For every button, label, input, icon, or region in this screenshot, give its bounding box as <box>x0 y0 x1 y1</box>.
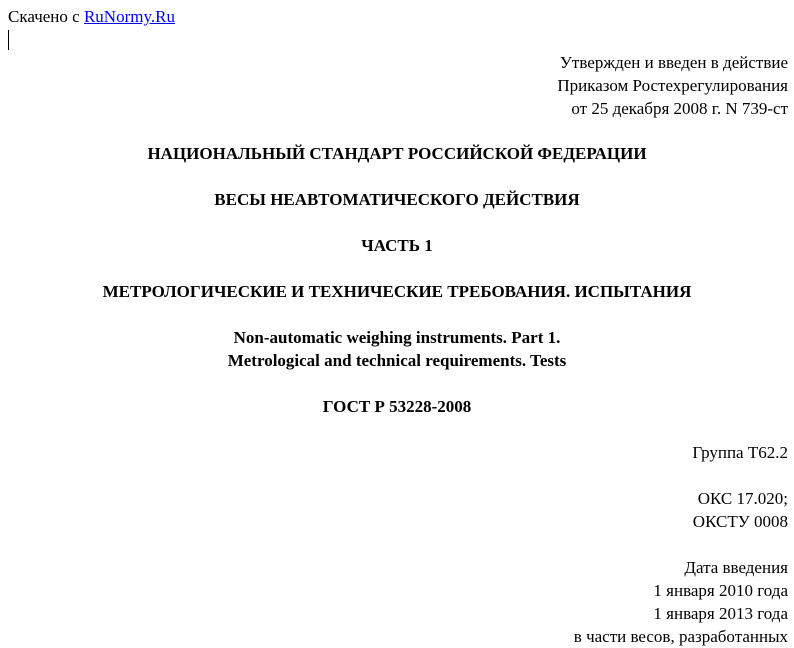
part-heading: ЧАСТЬ 1 <box>361 236 433 255</box>
download-source-prefix: Скачено с <box>8 7 84 26</box>
document-name-heading: ВЕСЫ НЕАВТОМАТИЧЕСКОГО ДЕЙСТВИЯ <box>214 190 580 209</box>
group-block <box>692 441 788 464</box>
classification-block <box>693 487 788 533</box>
introduction-dates-block <box>574 556 788 648</box>
approval-line-1: Утвержден и введен в действие <box>559 53 788 72</box>
group-code: Группа Т62.2 <box>692 443 788 462</box>
english-title-line-2: Metrological and technical requirements. Tests <box>227 351 567 370</box>
oks-code: ОКС 17.020; <box>697 489 788 508</box>
download-source-line <box>8 5 175 28</box>
approval-block <box>557 51 788 120</box>
runormy-link[interactable]: RuNormy.Ru <box>83 7 175 26</box>
intro-date-note: в части весов, разработанных <box>573 627 788 646</box>
english-title-line-1: Non-automatic weighing instruments. Part 1. <box>233 328 561 347</box>
intro-date-2: 1 января 2013 года <box>653 604 788 623</box>
text-cursor <box>8 30 9 50</box>
intro-date-1: 1 января 2010 года <box>653 581 788 600</box>
okstu-code: ОКСТУ 0008 <box>692 512 788 531</box>
intro-date-label: Дата введения <box>684 558 788 577</box>
approval-line-3: от 25 декабря 2008 г. N 739-ст <box>571 99 788 118</box>
approval-line-2: Приказом Ростехрегулирования <box>557 76 788 95</box>
national-standard-heading: НАЦИОНАЛЬНЫЙ СТАНДАРТ РОССИЙСКОЙ ФЕДЕРАЦИИ <box>147 144 647 163</box>
subtitle-heading: МЕТРОЛОГИЧЕСКИЕ И ТЕХНИЧЕСКИЕ ТРЕБОВАНИЯ. ИСПЫТАНИЯ <box>102 282 692 301</box>
gost-number-heading: ГОСТ Р 53228-2008 <box>322 397 472 416</box>
